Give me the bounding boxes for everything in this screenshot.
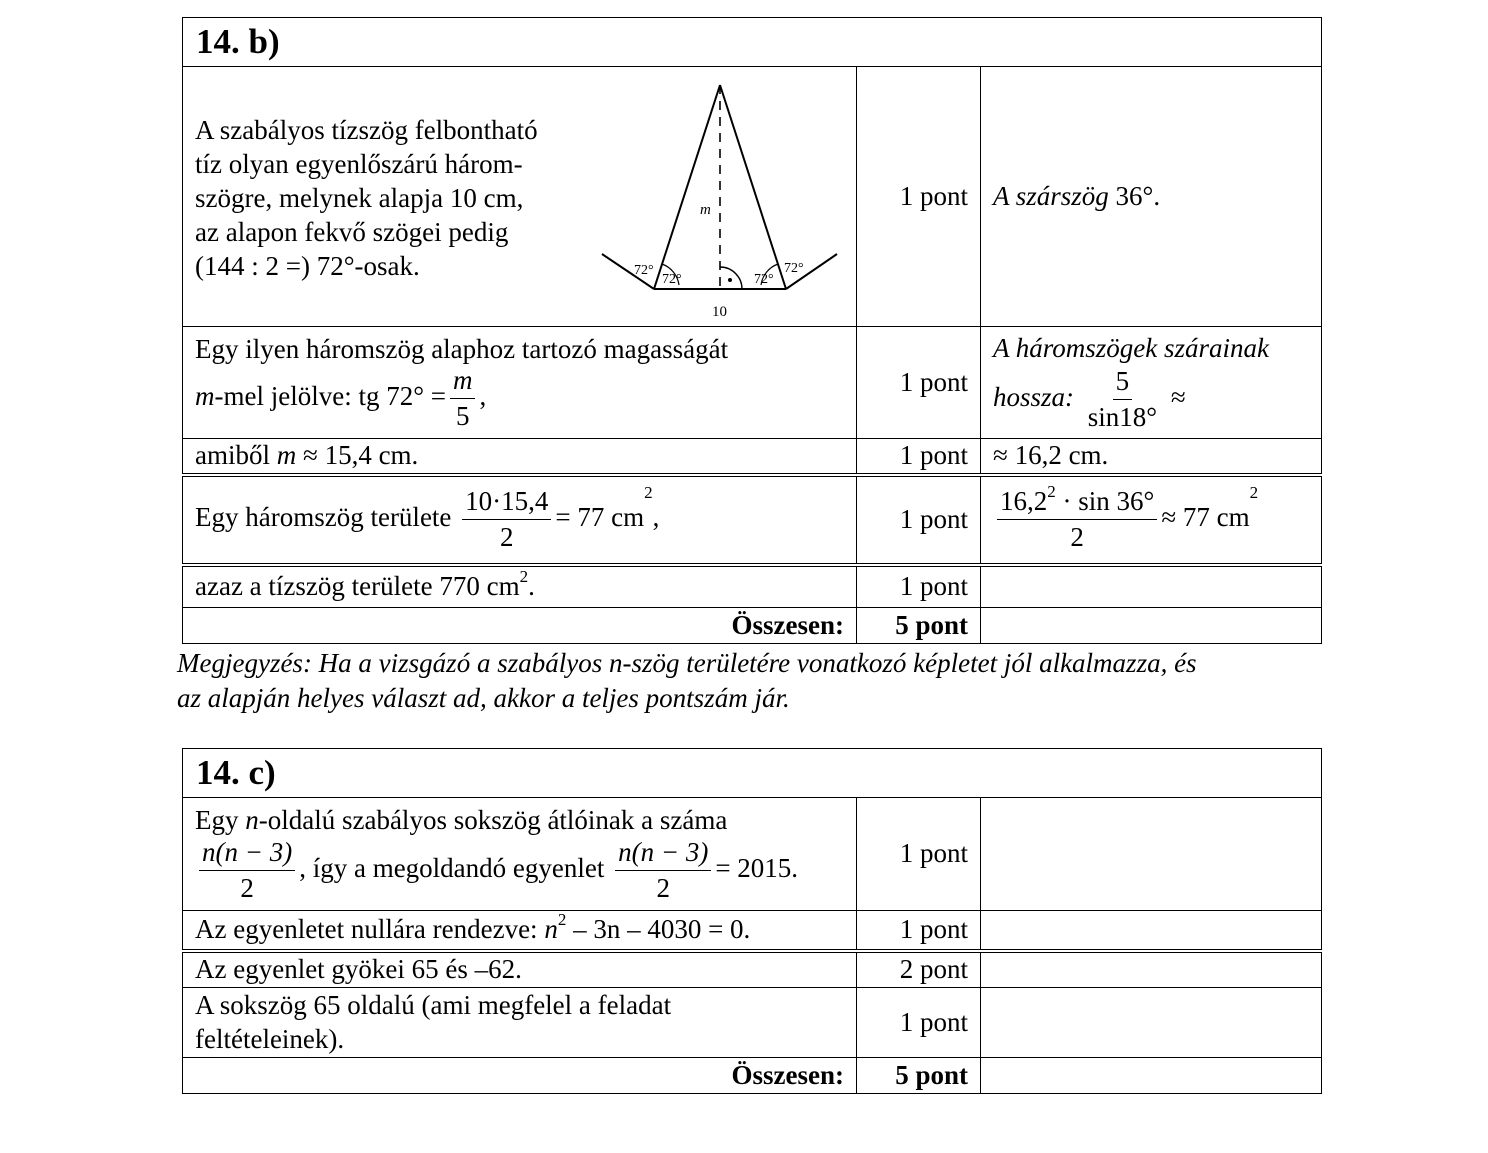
section-c-heading: 14. c) bbox=[183, 749, 1322, 798]
c-row3-points: 2 pont bbox=[857, 951, 981, 988]
row5-statement: azaz a tízszög területe 770 $cm^2$. bbox=[183, 565, 857, 608]
c-row4-statement: A sokszög 65 oldalú (ami megfelel a feladat feltételeinek). bbox=[183, 988, 857, 1058]
row2-note: A háromszögek szárainak hossza: $\frac{5}{\sin 18^\circ}$ ≈ bbox=[981, 327, 1322, 439]
row4-statement: Egy háromszög területe $\frac{10\cdot 15,4}{2}$ = 77 $cm^2$, bbox=[183, 475, 857, 565]
total-label-b: Összesen: bbox=[183, 608, 857, 644]
section-c-table bbox=[182, 748, 1322, 1094]
row1-statement bbox=[183, 67, 857, 327]
row5-points: 1 pont bbox=[857, 565, 981, 608]
height-label-m: m bbox=[700, 201, 711, 218]
svg-text:72°: 72° bbox=[634, 262, 654, 278]
svg-text:72°: 72° bbox=[784, 260, 804, 276]
triangle-left-side bbox=[654, 85, 720, 289]
total-points-b: 5 pont bbox=[857, 608, 981, 644]
section-b-heading: 14. b) bbox=[183, 18, 1322, 67]
triangle-right-side bbox=[720, 85, 786, 289]
row3-points: 1 pont bbox=[857, 439, 981, 475]
grading-note: Megjegyzés: Ha a vizsgázó a szabályos n-szög területére vonatkozó képletet jól alkalmazza, és az alapján helyes választ ad, akkor a teljes pontszám jár. bbox=[177, 648, 1197, 713]
row3-statement: amiből m ≈ 15,4 cm. bbox=[183, 439, 857, 475]
c-row1-statement: Egy n-oldalú szabályos sokszög átlóinak a száma $\frac{n(n - 3)}{2}$ , így a megoldandó egyenlet $\frac{n(n - 3)}{2}$ = 2015. bbox=[183, 798, 857, 911]
right-angle-dot bbox=[728, 278, 732, 282]
section-b-table bbox=[182, 17, 1322, 644]
row2-points: 1 pont bbox=[857, 327, 981, 439]
svg-text:72°: 72° bbox=[754, 271, 774, 287]
svg-text:72°: 72° bbox=[662, 271, 682, 287]
row1-points: 1 pont bbox=[857, 67, 981, 327]
row1-text: A szabályos tízszög felbontható tíz olyan egyenlőszárú három- szögre, melynek alapja 10 cm, az alapon fekvő szögei pedig (144 : 2 =) 72°-osak. bbox=[195, 114, 538, 281]
total-label-c: Összesen: bbox=[183, 1058, 857, 1094]
c-row1-points: 1 pont bbox=[857, 798, 981, 911]
row2-statement: Egy ilyen háromszög alaphoz tartozó magasságát m-mel jelölve: tg 72° = $\frac{m}{5}$ , bbox=[183, 327, 857, 439]
triangle-figure bbox=[592, 71, 842, 323]
row5-note bbox=[981, 565, 1322, 608]
total-points-c: 5 pont bbox=[857, 1058, 981, 1094]
c-row3-statement: Az egyenlet gyökei 65 és –62. bbox=[183, 951, 857, 988]
c-row2-points: 1 pont bbox=[857, 911, 981, 951]
row4-points: 1 pont bbox=[857, 475, 981, 565]
row1-note: A szárszög 36°. bbox=[981, 67, 1322, 327]
row3-note: ≈ 16,2 cm. bbox=[981, 439, 1322, 475]
c-row2-statement: Az egyenletet nullára rendezve: $n^2 - 3n - 4030 = 0$. bbox=[183, 911, 857, 951]
c-row4-points: 1 pont bbox=[857, 988, 981, 1058]
base-label: 10 bbox=[712, 303, 727, 320]
row4-note: $\frac{16,2^2 \cdot \sin 36^\circ}{2}$ ≈ 77 $cm^2$ bbox=[981, 475, 1322, 565]
right-angle-arc bbox=[720, 267, 742, 289]
